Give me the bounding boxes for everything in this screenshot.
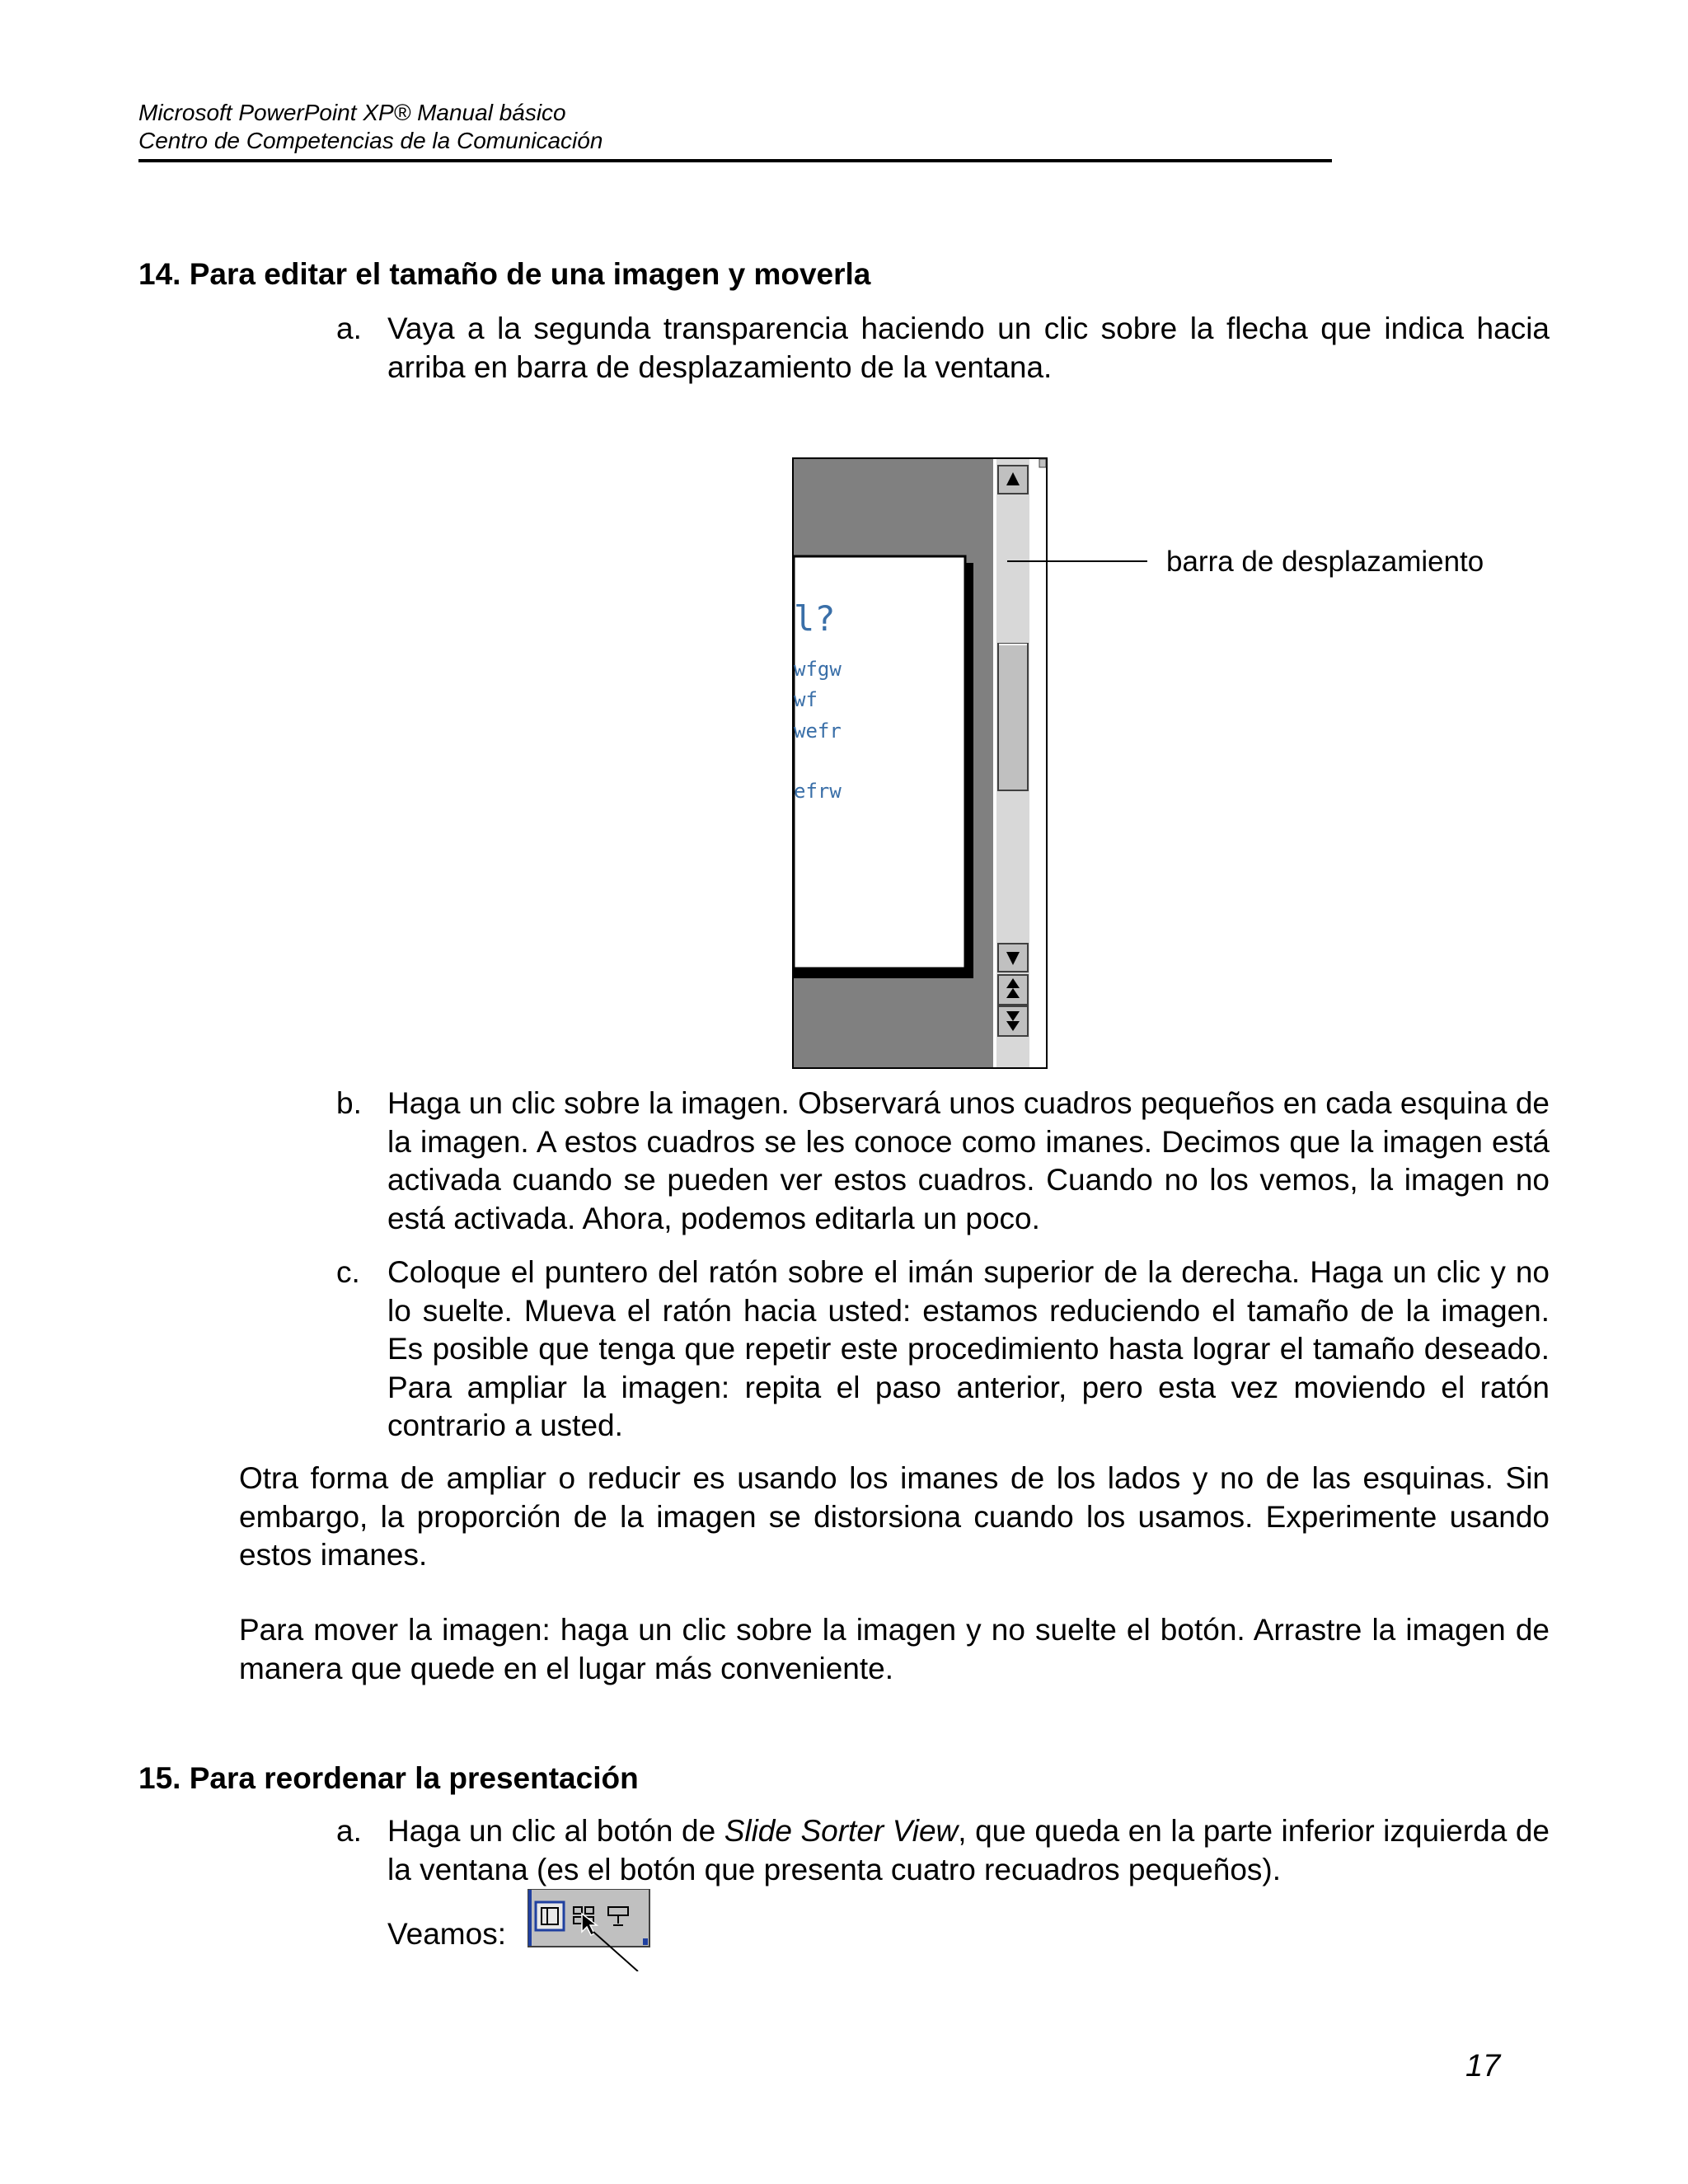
- slide-sorter-view-term: Slide Sorter View: [724, 1814, 959, 1848]
- previous-slide-button: [998, 975, 1028, 1005]
- veamos-label: Veamos:: [387, 1917, 506, 1951]
- scroll-up-button: [998, 466, 1028, 494]
- page-header: [138, 99, 1332, 155]
- step-text: Haga un clic al botón de Slide Sorter View, que queda en la parte inferior izquierda de la ventana (es el botón que presenta cuatro recuadros pequeños).: [387, 1814, 1550, 1886]
- caption-leader-line: [1007, 560, 1147, 562]
- slide-line-3: wefr: [794, 719, 842, 743]
- step-marker: a.: [336, 312, 362, 345]
- slide-line-1: wfgw: [794, 658, 842, 681]
- step-15a: [336, 1812, 1550, 1889]
- section-15-title: 15. Para reordenar la presentación: [138, 1761, 639, 1795]
- step-marker: b.: [336, 1086, 362, 1120]
- step-14c: [336, 1254, 1550, 1446]
- figure-caption: barra de desplazamiento: [1166, 546, 1484, 578]
- header-rule: [138, 159, 1332, 162]
- scroll-down-button: [998, 944, 1028, 972]
- paragraph-move-image: Para mover la imagen: haga un clic sobre la imagen y no suelte el botón. Arrastre la imagen de manera que quede en el lugar más conveniente.: [239, 1613, 1550, 1685]
- step-text: Vaya a la segunda transparencia haciendo un clic sobre la flecha que indica hacia arriba en barra de desplazamiento de la ventana.: [387, 312, 1550, 384]
- step-14a: [336, 310, 1550, 387]
- page-number: 17: [1465, 2049, 1501, 2083]
- slide-line-4: efrw: [794, 780, 842, 803]
- slide-line-2: wf: [794, 688, 818, 711]
- normal-view-icon: [536, 1902, 564, 1930]
- paragraph-resize-sides: Otra forma de ampliar o reducir es usando los imanes de los lados y no de las esquinas. Sin embargo, la proporción de la imagen se distorsiona cuando los usamos. Experimente usando estos imanes.: [239, 1461, 1550, 1572]
- section-14-title: 14. Para editar el tamaño de una imagen y moverla: [138, 257, 871, 291]
- step-marker: c.: [336, 1255, 360, 1289]
- scrollbar-screenshot: [792, 457, 1048, 1069]
- next-slide-button: [998, 1006, 1028, 1036]
- step-14b: [336, 1085, 1550, 1238]
- header-subtitle: Centro de Competencias de la Comunicación: [138, 128, 603, 153]
- step-text: Haga un clic sobre la imagen. Observará unos cuadros pequeños en cada esquina de la imagen. A estos cuadros se les conoce como imanes. Decimos que la imagen está activada cuando se pueden ver estos cuadros. Cuando no los vemos, la imagen no está activada. Ahora, podemos editarla un poco.: [387, 1086, 1550, 1235]
- slide-heading: l?: [794, 598, 836, 639]
- header-title: Microsoft PowerPoint XP® Manual básico: [138, 100, 566, 125]
- step-marker: a.: [336, 1814, 362, 1848]
- scroll-thumb: [998, 644, 1028, 790]
- step-text: Coloque el puntero del ratón sobre el imán superior de la derecha. Haga un clic y no lo suelte. Mueva el ratón hacia usted: estamos reduciendo el tamaño de la imagen. Es posible que tenga que repetir este procedimiento hasta lograr el tamaño deseado. Para ampliar la imagen: repita el paso anterior, pero esta vez moviendo el ratón contrario a usted.: [387, 1255, 1550, 1442]
- view-buttons-screenshot: [528, 1889, 651, 1971]
